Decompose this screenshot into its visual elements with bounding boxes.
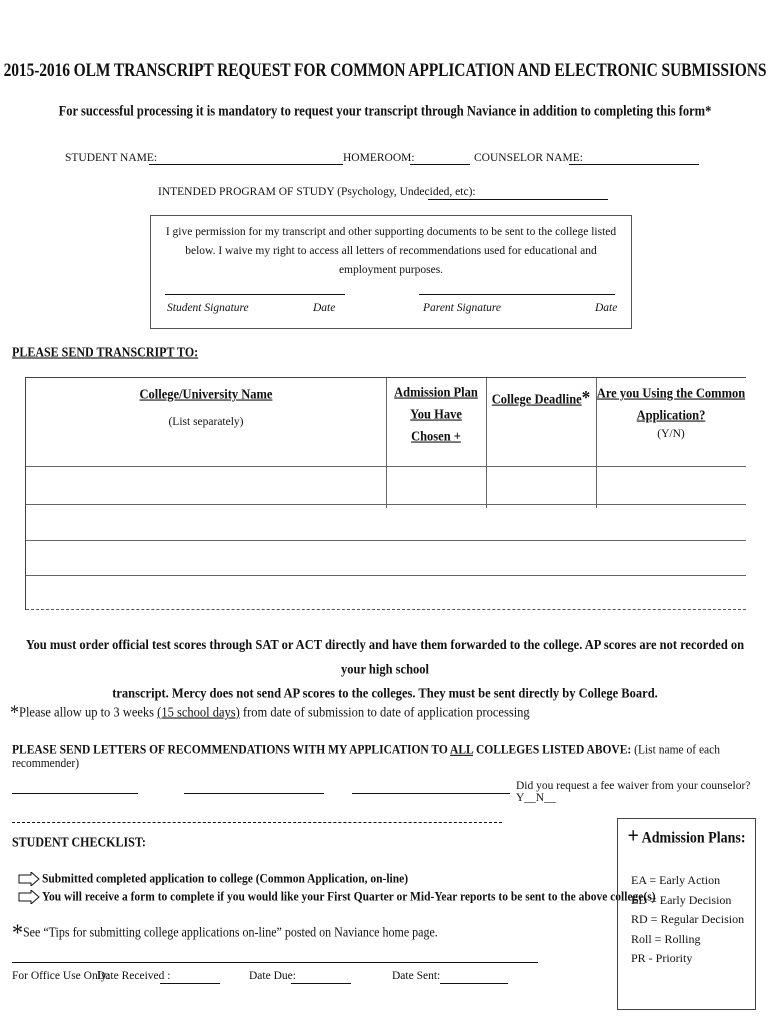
table-row-4[interactable] [26,576,746,608]
counselor-name-label: COUNSELOR NAME: [474,152,583,164]
col-common-app-header: Are you Using the Common Application? [596,385,746,423]
homeroom-field[interactable] [410,164,470,165]
arrow-right-icon [18,890,40,904]
form-subtitle: For successful processing it is mandatory to request your transcript through Naviance in addition to completing this form* [58,102,712,119]
arrow-right-icon [18,872,40,886]
recommender-line-2[interactable] [184,793,324,794]
checklist-item-reports: You will receive a form to complete if you would like your First Quarter or Mid-Year reports to be sent to the above college(s) [42,890,656,904]
form-title: 2015-2016 OLM TRANSCRIPT REQUEST FOR COMMON APPLICATION AND ELECTRONIC SUBMISSIONS [3,59,767,81]
date-received-label: Date Received : [97,970,171,982]
fee-waiver-question: Did you request a fee waiver from your counselor? Y__N__ [516,780,751,804]
col-plan-header: Admission Plan You Have Chosen + [394,384,478,444]
plan-item: Roll = Rolling [631,931,701,946]
recommendations-label: PLEASE SEND LETTERS OF RECOMMENDATIONS WITH MY APPLICATION TO ALL COLLEGES LISTED ABOVE: (List name of each recommender) [12,743,721,771]
date-received-field[interactable] [160,983,220,984]
parent-signature-line[interactable] [419,294,615,295]
homeroom-label: HOMEROOM: [343,152,415,164]
counselor-name-field[interactable] [569,164,699,165]
recommender-line-1[interactable] [12,793,138,794]
intended-program-field[interactable] [428,199,608,200]
section-divider [12,822,502,823]
col-college-sublabel: (List separately) [168,416,244,428]
student-name-field[interactable] [149,164,343,165]
date-sent-label: Date Sent: [392,970,441,982]
intended-program-label: INTENDED PROGRAM OF STUDY (Psychology, Undecided, etc): [158,186,476,198]
admission-plans-heading: + Admission Plans: [627,823,746,849]
col-deadline-header: College Deadline* [491,386,591,408]
recommender-line-3[interactable] [352,793,510,794]
date-due-label: Date Due: [249,970,296,982]
table-row-3[interactable] [26,541,746,574]
checklist-item-submitted: Submitted completed application to college (Common Application, on-line) [42,872,409,886]
processing-time-note: *Please allow up to 3 weeks (15 school days) from date of submission to date of application processing [10,700,530,723]
student-signature-line[interactable] [165,294,345,295]
student-signature-label: Student Signature [167,302,249,314]
send-transcript-heading: PLEASE SEND TRANSCRIPT TO: [12,344,199,360]
office-divider [12,962,538,963]
checklist-heading: STUDENT CHECKLIST: [12,834,146,850]
parent-signature-label: Parent Signature [423,302,502,314]
parent-date-label: Date [595,302,618,314]
plan-item: RD = Regular Decision [631,912,745,926]
naviance-tips-note: *See “Tips for submitting college applications on-line” posted on Naviance home page. [12,918,438,947]
student-date-label: Date [313,302,336,314]
plan-item: EA = Early Action [631,873,721,887]
permission-text: I give permission for my transcript and other supporting documents to be sent to the college listed below. I waive my right to access all letters of recommendations used for educational and employment purposes. [165,226,617,276]
table-row-1-college[interactable] [26,467,386,503]
colleges-table [25,377,746,610]
office-use-label: For Office Use Only: [12,970,110,982]
col-common-app-sublabel: (Y/N) [657,428,685,440]
admission-plans-box [617,818,756,1010]
date-due-field[interactable] [291,983,351,984]
table-row-2[interactable] [26,505,746,539]
permission-box [150,215,632,329]
test-scores-notice: You must order official test scores through SAT or ACT directly and have them forwarded to the college. AP scores are not recorded on your high school transcript. Mercy does not send AP scores to the colleges. They must be sent directly by College Board. [25,637,745,701]
admission-plans-list [631,871,744,969]
plan-item: PR - Priority [631,951,693,965]
student-name-label: STUDENT NAME: [65,152,158,164]
col-college-header: College/University Name [139,386,273,402]
date-sent-field[interactable] [440,983,508,984]
plan-item: ED = Early Decision [631,892,732,907]
